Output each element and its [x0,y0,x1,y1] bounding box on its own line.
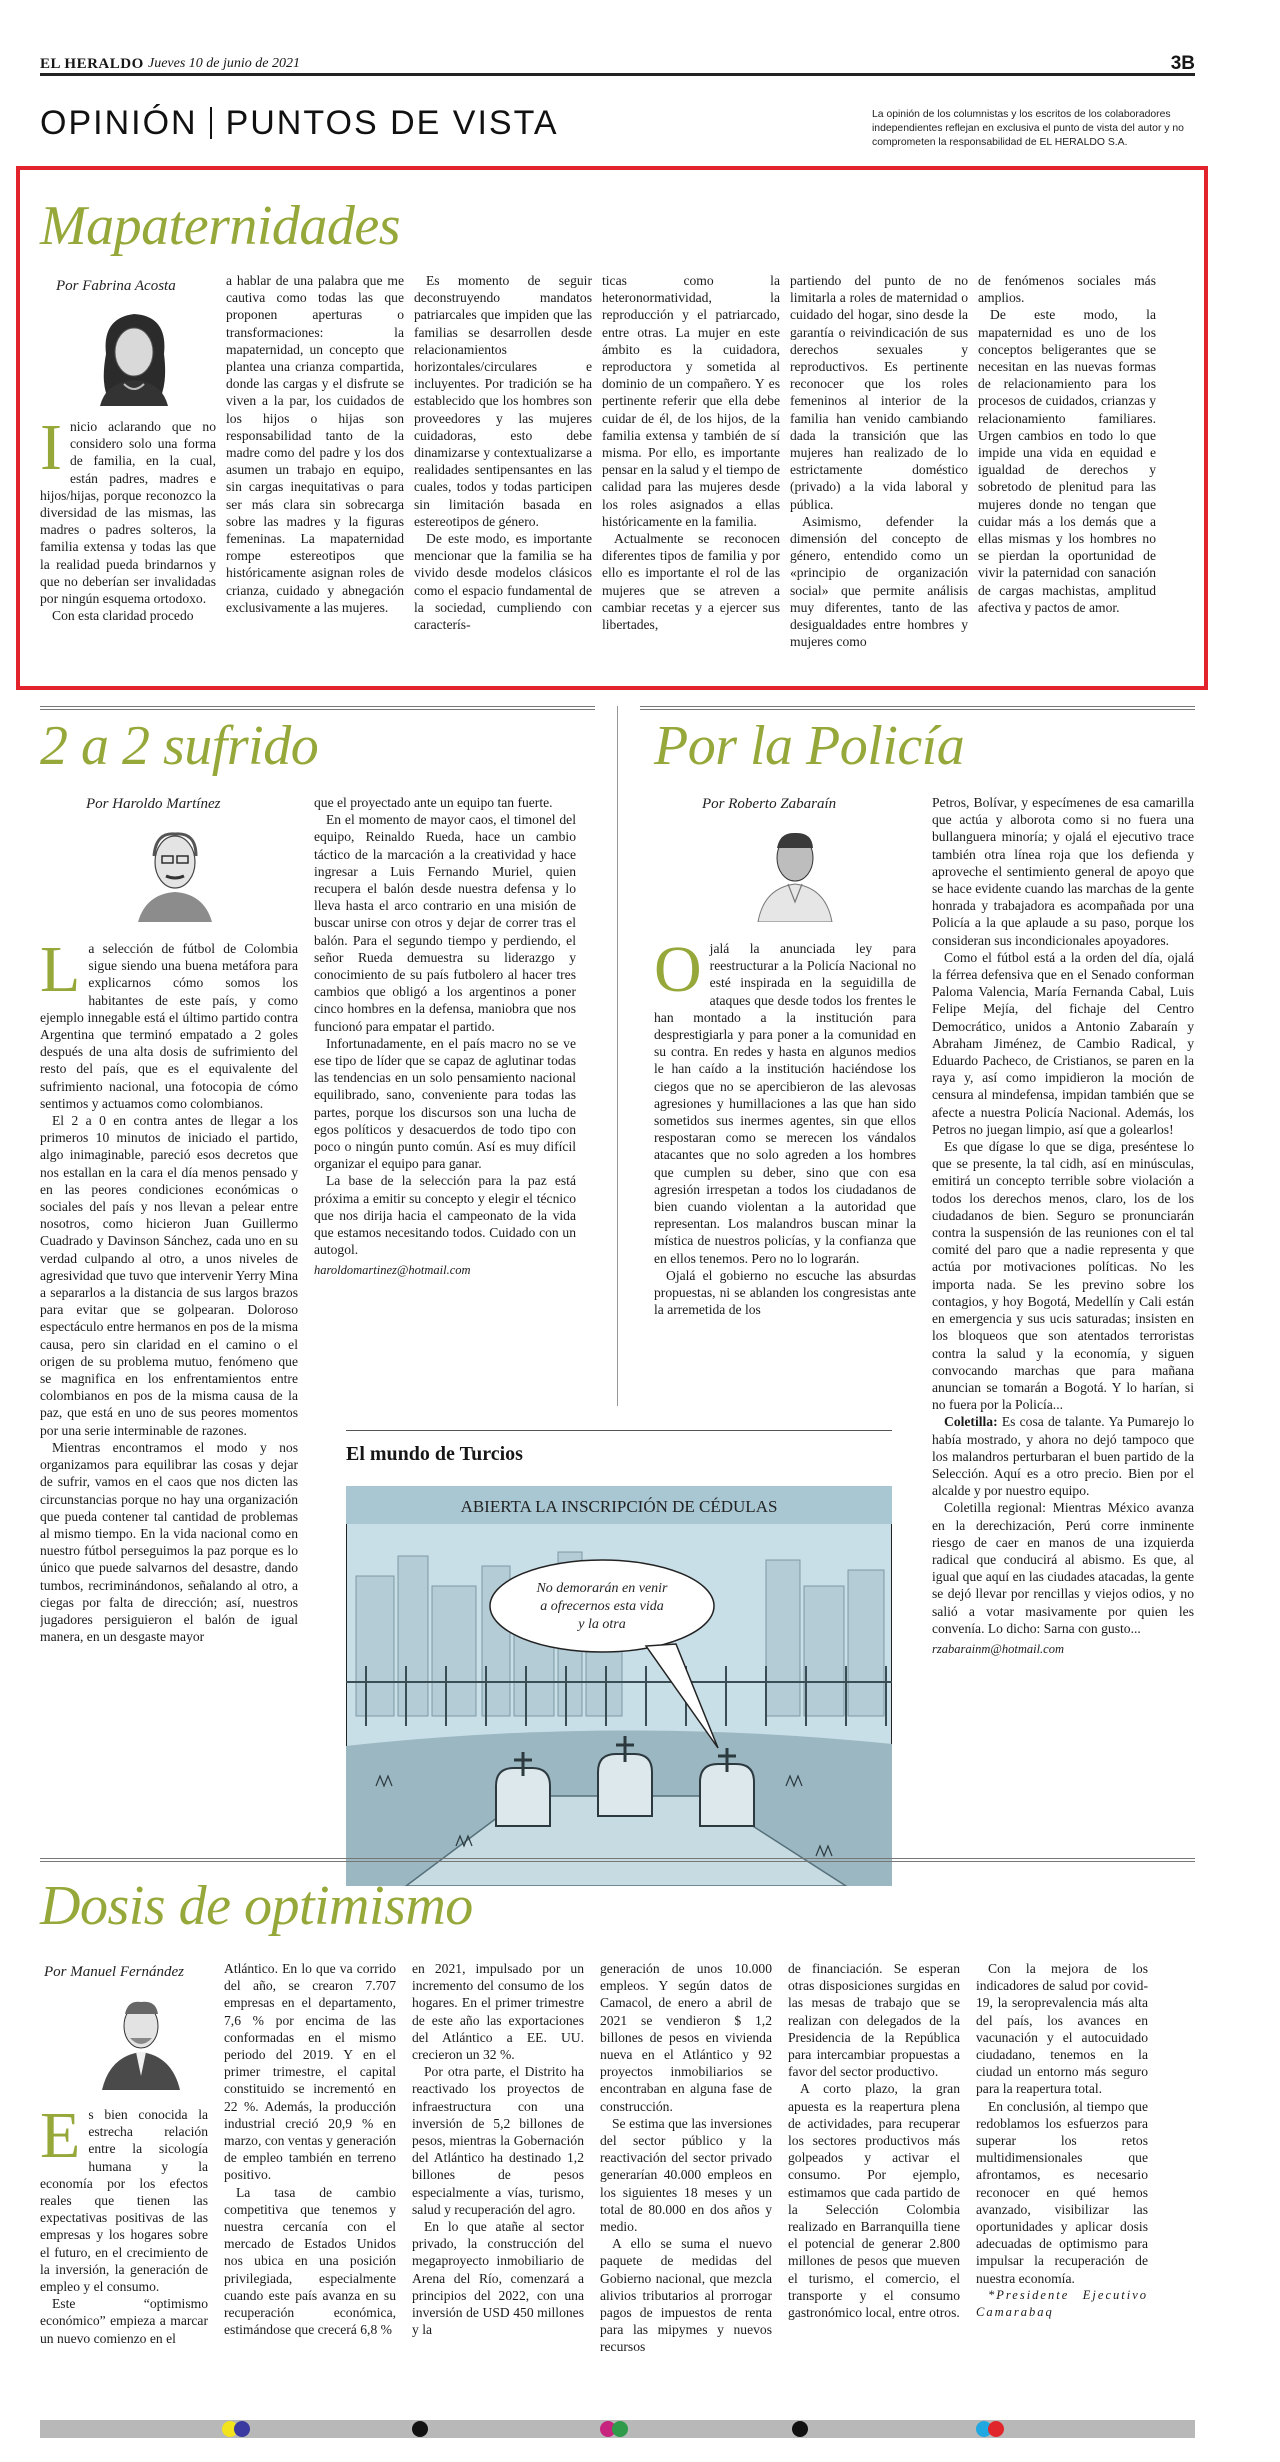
article-column-policia-2 [932,794,1194,1832]
paragraph: de financiación. Se esperan otras disposiciones surgidas en las mesas de trabajo que se realizan con delegados de la Presidencia de la República para intercambiar propuestas a favor del sector productivo. [788,1961,960,2080]
paragraph: que el proyectado ante un equipo tan fuerte. [314,795,553,810]
article-column-optimismo-4 [600,1960,772,2414]
article-column-optimismo-5 [788,1960,960,2414]
section-divider [40,1858,1195,1862]
article-column-mapaternidades-3 [414,272,592,680]
paragraph: Por otra parte, el Distrito ha reactivado los proyectos de infraestructura con una inversión de 5,2 billones de pesos, mientras la Gobernación del Atlántico ha destinado 1,2 billones de pesos especialmente a vías, turismo, salud y recuperación del agro. [412,2064,584,2217]
paragraph: La base de la selección para la paz está próxima a emitir su concepto y elegir el técnico que nos dirija hacia el campeonato de la vida que estamos necesitando todos. Cuidado con un autogol. [314,1173,576,1258]
article-title-mapaternidades: Mapaternidades [40,195,401,257]
column-divider [617,706,618,1406]
registration-mark [234,2421,250,2437]
byline-optimismo: Por Manuel Fernández [44,1964,184,1980]
article-column-optimismo-1 [40,2106,208,2414]
paragraph: En el momento de mayor caos, el timonel del equipo, Reinaldo Rueda, hace un cambio táctico de la marcación a la creatividad y hace ingresar a Luis Fernando Muriel, quien recupera el balón desde nuestra defensa y lo lleva hasta el arco contrario en una misión de buscar unirse con otros y dejar de correr tras el balón. Para el segundo tiempo y perdiendo, el señor Rueda demuestra su liderazgo y conocimiento de su país futbolero al hacer tres cambios que obligó a los argentinos a poner cinco hombres en la defensa, maniobra que nos funcionó para empatar el partido. [314,812,576,1034]
paragraph: jalá la anunciada ley para reestructurar a la Policía Nacional no esté inspirada en la seguidilla de ataques que desde todos los frentes le han montado a la institución para desprestigiarla y para poner a la comunidad en su contra. En redes y hasta en algunos medios le han caído a la institución haciéndose los ciegos que no se apercibieron de las alevosas agresiones y humillaciones a las que han sido sometidos sus inermes agentes, sin que ellos respostaran como se merecen los vándalos atacantes que no solo agreden a los hombres que cumplen su deber, sino que con esa agresión irrespetan a todos los ciudadanos de bien cuando violentan a la autoridad que representan. Los malandros buscan minar la mística de nuestros policías, y la confianza que en ellos tenemos. Pero no lo lograrán. [654,941,916,1266]
paragraph: nicio aclarando que no considero solo una forma de familia, en la cual, están padres, madres e hijos/hijas, porque reconozco la diversidad de las mismas, las madres o padres solteros, la familia extensa y todas las que la realidad pueda brindarnos y que no deberían ser invalidadas por ningún esquema ortodoxo. [40,419,216,607]
registration-mark [612,2421,628,2437]
section-title-right: PUNTOS DE VISTA [225,104,559,142]
paragraph: A corto plazo, la gran apuesta es la reapertura plena de actividades, para recuperar los sectores productivos más golpeados y activar el consumo. Por ejemplo, estimamos que cada partido de la Selección Colombia realizado en Barranquilla tiene el potencial de generar 2.800 millones de pesos que mueven el turismo, el comercio, el transporte y el consumo gastronómico local, entre otros. [788,2081,960,2321]
article-column-mapaternidades-1 [40,418,216,680]
coletilla-text: Es cosa de talante. Ya Pumarejo lo había mostrado, y ahora no dejó tampoco que los malandros perturbaran el buen partido de la Selección. Aquí es a otro precio. Bien por el alcalde y por nuestro equipo. [932,1414,1194,1499]
paragraph: De este modo, la mapaternidad es uno de los conceptos beligerantes que se necesitan en las nuevas formas de relacionamiento para los procesos de cuidados, crianzas y relacionamiento familiares. Urgen cambios en todo lo que impide una vida en equidad e igualdad de derechos y sobretodo de plenitud para las mujeres donde no tengan que cuidar más a los demás que a ellas mismas y los hombres no se pierdan la oportunidad de vivir la paternidad con sanación de cargas machistas, amplitud afectiva y pactos de amor. [978,307,1156,615]
cartoon-speech-line: y la otra [578,1617,626,1632]
article-column-optimismo-3 [412,1960,584,2414]
cartoon-speech-line: a ofrecernos esta vida [540,1599,664,1614]
paragraph: Infortunadamente, en el país macro no se ve ese tipo de líder que se capaz de aglutinar todas las tendencias en un solo pensamiento nacional equilibrado, sano, conveniente para todas las partes, porque los discursos son una lucha de egos políticos y desacuerdos de todo tipo con poco o ningún punto común. Así es muy difícil organizar el equipo para ganar. [314,1035,576,1172]
article-column-mapaternidades-6 [978,272,1156,680]
article-column-mapaternidades-4 [602,272,780,680]
page-number: 3B [1170,53,1195,74]
paragraph: De este modo, es importante mencionar que la familia se ha vivido desde modelos clásicos como el espacio fundamental de la sociedad, cumpliendo con caracterís- [414,531,592,633]
paragraph: En conclusión, al tiempo que redoblamos los esfuerzos para superar los retos multidimensionales que afrontamos, es necesario reconocer en qué hemos avanzado, visibilizar las oportunidades y aplicar dosis adecuadas de optimismo para impulsar la recuperación de nuestra economía. [976,2098,1148,2286]
paragraph: ticas como la heteronormatividad, la reproducción y el patriarcado, entre otras. La mujer en este ámbito es la cuidadora, reproductora y sometida al dominio de un compañero. Y es pertinente referir que ella debe cuidar de él, de los hijos, de la familia extensa y también de sí misma. Por ello, es importante pensar en la salud y el tiempo de calidad para las mujeres desde los roles asignados a ellas históricamente en la familia. [602,273,780,529]
paragraph [932,1413,1194,1499]
paragraph: a selección de fútbol de Colombia sigue siendo una buena metáfora para explicarnos cómo somos los habitantes de este país, y como ejemplo innegable está el último partido contra Argentina que terminó empatado a 2 goles después de una alta dosis de sufrimiento del resto del país, que es el equivalente del sufrimiento nacional, una fotocopia de cómo sentimos y actuamos como colombianos. [40,941,298,1111]
paragraph: de fenómenos sociales más amplios. [978,273,1156,306]
author-signature-optimismo: *Presidente Ejecutivo Camarabaq [976,2287,1148,2320]
byline-sufrido: Por Haroldo Martínez [86,796,221,812]
paragraph: Es que dígase lo que se diga, preséntese lo que se presente, la tal cidh, así en minúsculas, emitirá un concepto terrible sobre violación a todos los derechos menos, claro, los de los ciudadanos de bien. Seguro se pronunciarán contra la suspensión de las reuniones con el tal comité del paro que a nadie representa y que actúa por motivaciones políticas. No les importa nada. Se les previno sobre los contagios, y hoy Bogotá, Medellín y Cali están en emergencia y sus ucis saturadas; insisten en los bloqueos que son atentados terroristas contra la salud y la economía, y siguen convocando marchas que para mañana anuncian se tomarán a Bogotá. Y lo harían, si no fuera por la Policía... [932,1139,1194,1413]
article-column-optimismo-6 [976,1960,1148,2414]
paragraph: Mientras encontramos el modo y nos organizamos para equilibrar las cosas y dejar de sufrir, vamos en el caos que nos dicten las circunstancias porque no hay una organización que pueda contener tal cantidad de problemas al mismo tiempo. En la vida nacional como en nuestro fútbol perseguimos la paz porque es lo único que puede salvarnos del desastre, dando tumbos, recriminándonos, señalando al otro, a ciegas por falta de dirección; así, nuestros jugadores persiguieron el balón de igual manera, en un desgaste mayor [40,1439,298,1645]
section-divider [40,706,595,710]
byline-mapaternidades: Por Fabrina Acosta [56,278,176,294]
paragraph: Actualmente se reconocen diferentes tipos de familia y por ello es importante el rol de las mujeres que se atreven a cambiar recetas y a ejercer sus libertades, [602,531,780,633]
paragraph: Es momento de seguir deconstruyendo mandatos patriarcales que impiden que las familias se desarrollen desde relacionamientos horizontales/circulares e incluyentes. Por tradición se ha establecido que los hombres son proveedores y las mujeres cuidadoras, esto debe dinamizarse y contextualizarse a realidades sentipensantes en las cuales, todos y todas participen sin limitación basada en estereotipos de género. [414,273,592,529]
paragraph: Este “optimismo económico” empieza a marcar un nuevo comienzo en el [40,2296,208,2346]
paragraph: Con la mejora de los indicadores de salud por covid-19, la seroprevalencia más alta del país, los avances en vacunación y el autocuidado ciudadano, tenemos en la ciudad un entorno más seguro para la reapertura total. [976,1961,1148,2097]
coletilla-label: Coletilla: [944,1414,998,1430]
cartoon-section-title: El mundo de Turcios [346,1443,523,1465]
article-column-optimismo-2 [224,1960,396,2414]
section-title [40,104,559,143]
paragraph: s bien conocida la estrecha relación entre la sicología humana y la economía por los efectos reales que tienen las expectativas positivas de las empresas y los hogares sobre el futuro, en el crecimiento de la inversión, la generación de empleo y el consumo. [40,2107,208,2295]
paragraph: Petros, Bolívar, y especímenes de esa camarilla que actúa y alborota como si no fuera una bullanguera minoría; y ojalá el ejecutivo trace también otra línea roja que los defienda y aproveche el sentimiento general de apoyo que se hace evidente cuando las marchas de la gente honrada y trabajadora es acompañada por una Policía a la que aplaude a su paso, porque los consideran sus incondicionales apoyadores. [932,795,1194,948]
paragraph: En lo que atañe al sector privado, la construcción del megaproyecto inmobiliario de Arena del Río, comenzará a principios del 2022, con una inversión de USD 450 millones y la [412,2219,584,2338]
registration-mark [792,2421,808,2437]
dropcap-optimismo: E [40,2106,81,2172]
paragraph: Coletilla regional: Mientras México avanza en la derechización, Perú corre inminente riesgo de caer en manos de una izquierda radical que conducirá al abismo. Es que, al igual que aquí en las ciudades atacadas, la gente se dejó llevar por rencillas y viejos odios, y no salió a votar masivamente por quien les convenía. Lo dicho: Sarna con gusto... [932,1500,1194,1636]
paragraph: Con esta claridad procedo [52,608,194,624]
registration-mark [988,2421,1004,2437]
paragraph: generación de unos 10.000 empleos. Y según datos de Camacol, de enero a abril de 2021 se vendieron $ 1,2 billones de pesos en vivienda nueva en el Atlántico y 92 proyectos inmobiliarios se encontraban en alguna fase de construcción. [600,1961,772,2114]
newspaper-name: EL HERALDO [40,56,144,72]
article-column-sufrido-1 [40,940,298,1840]
paragraph: Ojalá el gobierno no escuche las absurdas propuestas, ni se ablanden los congresistas ante la arremetida de los [654,1267,916,1318]
section-divider [640,706,1195,710]
issue-date: Jueves 10 de junio de 2021 [148,56,301,71]
paragraph: Asimismo, defender la dimensión del concepto de género, entendido como un «principio de organización social» que permite análisis muy diferentes, tanto de las desigualdades entre hombres y mujeres como [790,513,968,650]
cartoon-banner-text: ABIERTA LA INSCRIPCIÓN DE CÉDULAS [460,1497,778,1516]
editorial-cartoon [346,1486,892,1886]
paragraph: partiendo del punto de no limitarla a roles de maternidad o cuidado del hogar, sino desde la garantía o reivindicación de sus derechos sexuales y reproductivos. Es pertinente reconocer que los roles femeninos al interior de la familia han venido cambiando dada la transición que las mujeres han realizado de lo estrictamente doméstico (privado) a la vida laboral y pública. [790,273,968,512]
dropcap-mapaternidades: I [40,418,62,484]
registration-mark [412,2421,428,2437]
paragraph: La tasa de cambio competitiva que tenemos y nuestra cercanía con el mercado de Estados Unidos nos ubica en una posición privilegiada, especialmente cuando este país avanza en su recuperación económica, estimándose que crecerá 6,8 % [224,2184,396,2338]
author-portrait-manuel-fernandez [98,1986,184,2090]
cartoon-top-rule [346,1430,892,1431]
author-portrait-roberto-zabarain [752,818,838,922]
article-column-policia-1 [654,940,916,1410]
article-title-policia: Por la Policía [654,715,965,777]
article-column-mapaternidades-5 [790,272,968,680]
section-title-divider [210,107,212,139]
dropcap-policia: O [654,940,702,1006]
author-email-policia[interactable]: rzabarainm@hotmail.com [932,1641,1064,1656]
article-title-sufrido: 2 a 2 sufrido [40,715,319,777]
paragraph: Atlántico. En lo que va corrido del año, se crearon 7.707 empresas en el departamento, 7,6 % por encima de las conformadas en el mismo periodo del 2019. Y en el primer trimestre, el capital constituido se incrementó en 22 %. Además, la producción industrial creció 20,9 % en marzo, con ventas y generación de empleo también en terreno positivo. [224,1961,396,2183]
paragraph: Se estima que las inversiones del sector público y la reactivación del sector privado generarían 40.000 empleos en los siguientes 18 meses y un total de 80.000 en dos años y medio. [600,2115,772,2235]
article-column-sufrido-2 [314,794,576,1414]
paragraph: El 2 a 0 en contra antes de llegar a los primeros 10 minutos de iniciado el partido, algo inimaginable, pareció esos decretos que nos estallan en la cara el día menos pensado y en las peores condiciones económicas o sociales del país y nos llevan a pelear entre nosotros, como hicieron Juan Guillermo Cuadrado y Davinson Sánchez, cada uno en su verdad culpando al otro, a unos niveles de agresividad que tuvo que intervenir Yerry Mina a separarlos a la distancia de sus largos brazos para evitar que se golpearan. Doloroso espectáculo entre hermanos en pos de la misma causa, pero sin claridad en el camino o el origen de su problema mutuo, fenómeno que se magnifica en los enfrentamientos entre colombianos en pos de la misma causa de la paz, que está en uno de sus peores momentos por una serie interminable de razones. [40,1113,298,1438]
cartoon-speech-line: No demorarán en venir [536,1581,668,1596]
author-portrait-haroldo-martinez [132,818,218,922]
paragraph: a hablar de una palabra que me cautiva como todas las que proponen aperturas o transformaciones: la mapaternidad, un concepto que plantea una crianza compartida, donde las cargas y el disfrute se viven a la par, los cuidados de los hijos o hijas son responsabilidad tanto de la madre como del padre y los dos asumen un trabajo en equipo, sin cargas inequitativas o para ser más clara sin sobrecarga sobre las madres y la figuras femeninas. La mapaternidad rompe estereotipos que históricamente asignan roles de crianza, cuidado y abnegación exclusivamente a las mujeres. [226,273,404,615]
author-email-sufrido[interactable]: haroldomartinez@hotmail.com [314,1263,471,1278]
author-portrait-fabrina-acosta [84,302,184,406]
paragraph: Como el fútbol está a la orden del día, ojalá la férrea defensiva que en el Senado conforman Paloma Valencia, María Fernanda Cabal, Luis Felipe Mejía, del fichaje del Centro Democrático, unidos a Antonio Zabaraín y Abraham Jiménez, de Cambio Radical, y Eduardo Pacheco, de Cristianos, se paren en la raya y, así como impidieron la moción de censura al mindefensa, impidan también que se afecte a nuestra Policía Nacional. Además, los Petros no juegan limpio, así que a golearlos! [932,949,1194,1137]
byline-policia: Por Roberto Zabaraín [702,796,837,812]
editorial-disclaimer: La opinión de los columnistas y los escritos de los colaboradores independientes reflejan en exclusiva el punto de vista del autor y no comprometen la responsabilidad de EL HERALDO S.A. [872,109,1184,148]
paragraph: en 2021, impulsado por un incremento del consumo de los hogares. En el primer trimestre de este año las exportaciones del Atlántico a EE. UU. crecieron un 32 %. [412,1961,584,2063]
article-title-optimismo: Dosis de optimismo [40,1875,473,1937]
masthead [40,53,1195,76]
article-column-mapaternidades-2 [226,272,404,680]
paragraph: A ello se suma el nuevo paquete de medidas del Gobierno nacional, que mezcla alivios tributarios al prorrogar pagos de impuestos de renta para las mipymes y nuevos recursos [600,2236,772,2355]
dropcap-sufrido: L [40,940,81,1006]
section-title-left: OPINIÓN [40,104,198,142]
